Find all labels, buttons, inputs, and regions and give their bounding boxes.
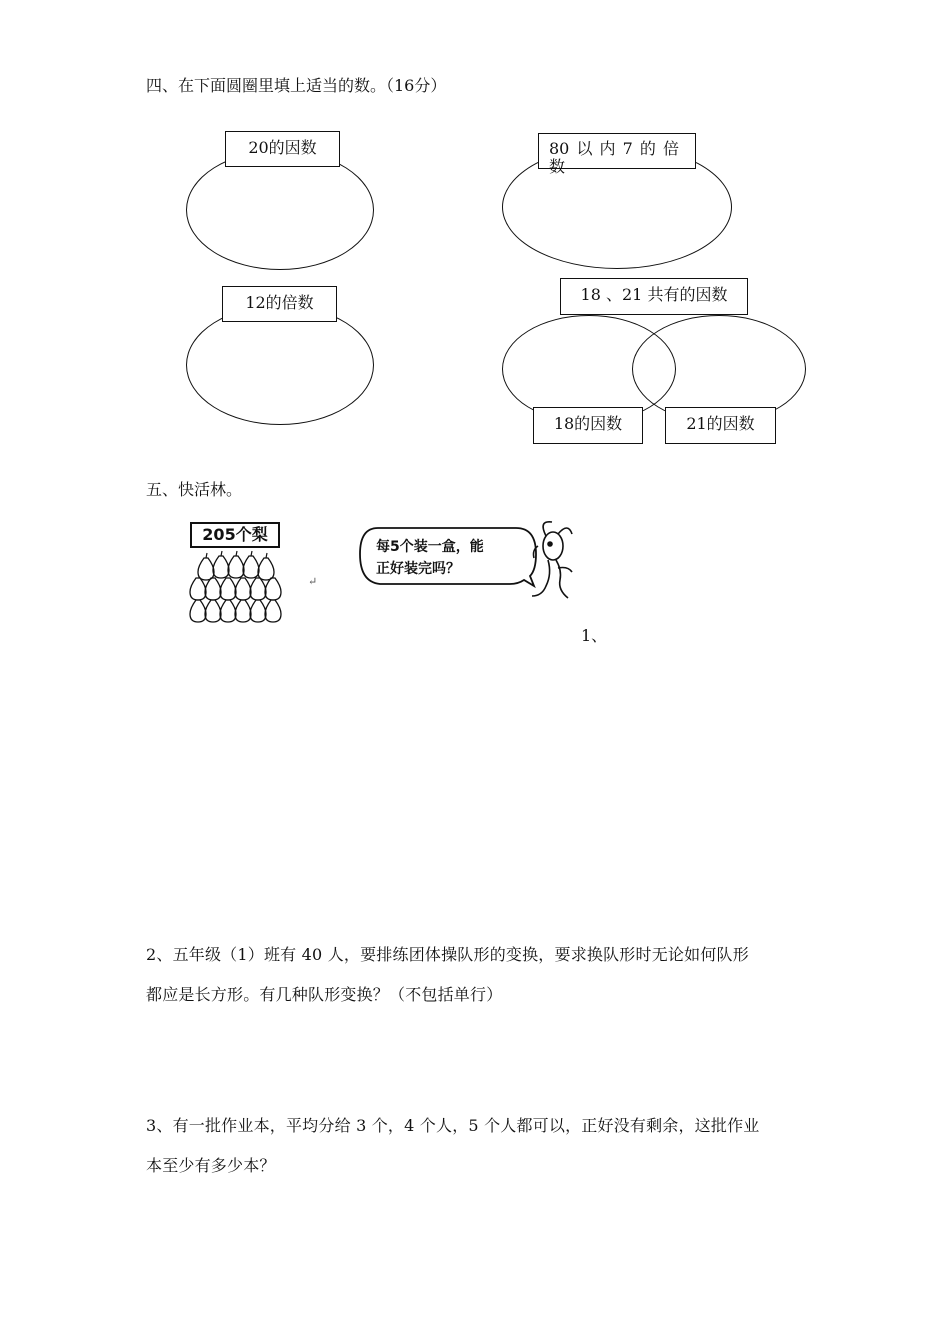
return-mark: ↵: [308, 575, 318, 588]
question-1-number: 1、: [581, 626, 608, 645]
answer-circle-multiples-12[interactable]: [186, 305, 374, 425]
question-2-line-2: 都应是长方形。有几种队形变换？（不包括单行）: [146, 985, 503, 1004]
speech-line-2: 正好装完吗？: [376, 561, 460, 577]
label-factors-20: 20的因数: [225, 131, 340, 167]
pear-group-icon: [182, 550, 292, 640]
label-multiples-12: 12的倍数: [222, 286, 337, 322]
label-common-factors: 18 、21 共有的因数: [560, 278, 748, 315]
label-multiples-7: 80 以 内 7 的 倍数: [538, 133, 696, 169]
section-4-heading: 四、在下面圆圈里填上适当的数。（16分）: [146, 76, 447, 95]
section-5-heading: 五、快活林。: [146, 480, 243, 499]
answer-circle-factors-20[interactable]: [186, 150, 374, 270]
question-2-line-1: 2、五年级（1）班有 40 人，要排练团体操队形的变换，要求换队形时无论如何队形: [146, 945, 749, 964]
question-3: [146, 1106, 816, 1186]
speech-line-1: 每5个装一盒，能: [376, 539, 484, 555]
label-factors-21: 21的因数: [665, 407, 776, 444]
question-3-line-2: 本至少有多少本？: [146, 1156, 276, 1175]
speech-text: [376, 536, 484, 580]
pear-count-sign: 205个梨: [190, 522, 280, 548]
pear-illustration: [182, 518, 292, 640]
speech-illustration: [358, 516, 586, 608]
question-2: [146, 935, 816, 1015]
label-factors-18: 18的因数: [533, 407, 643, 444]
question-3-line-1: 3、有一批作业本，平均分给 3 个，4 个人，5 个人都可以，正好没有剩余，这批作业: [146, 1116, 760, 1135]
